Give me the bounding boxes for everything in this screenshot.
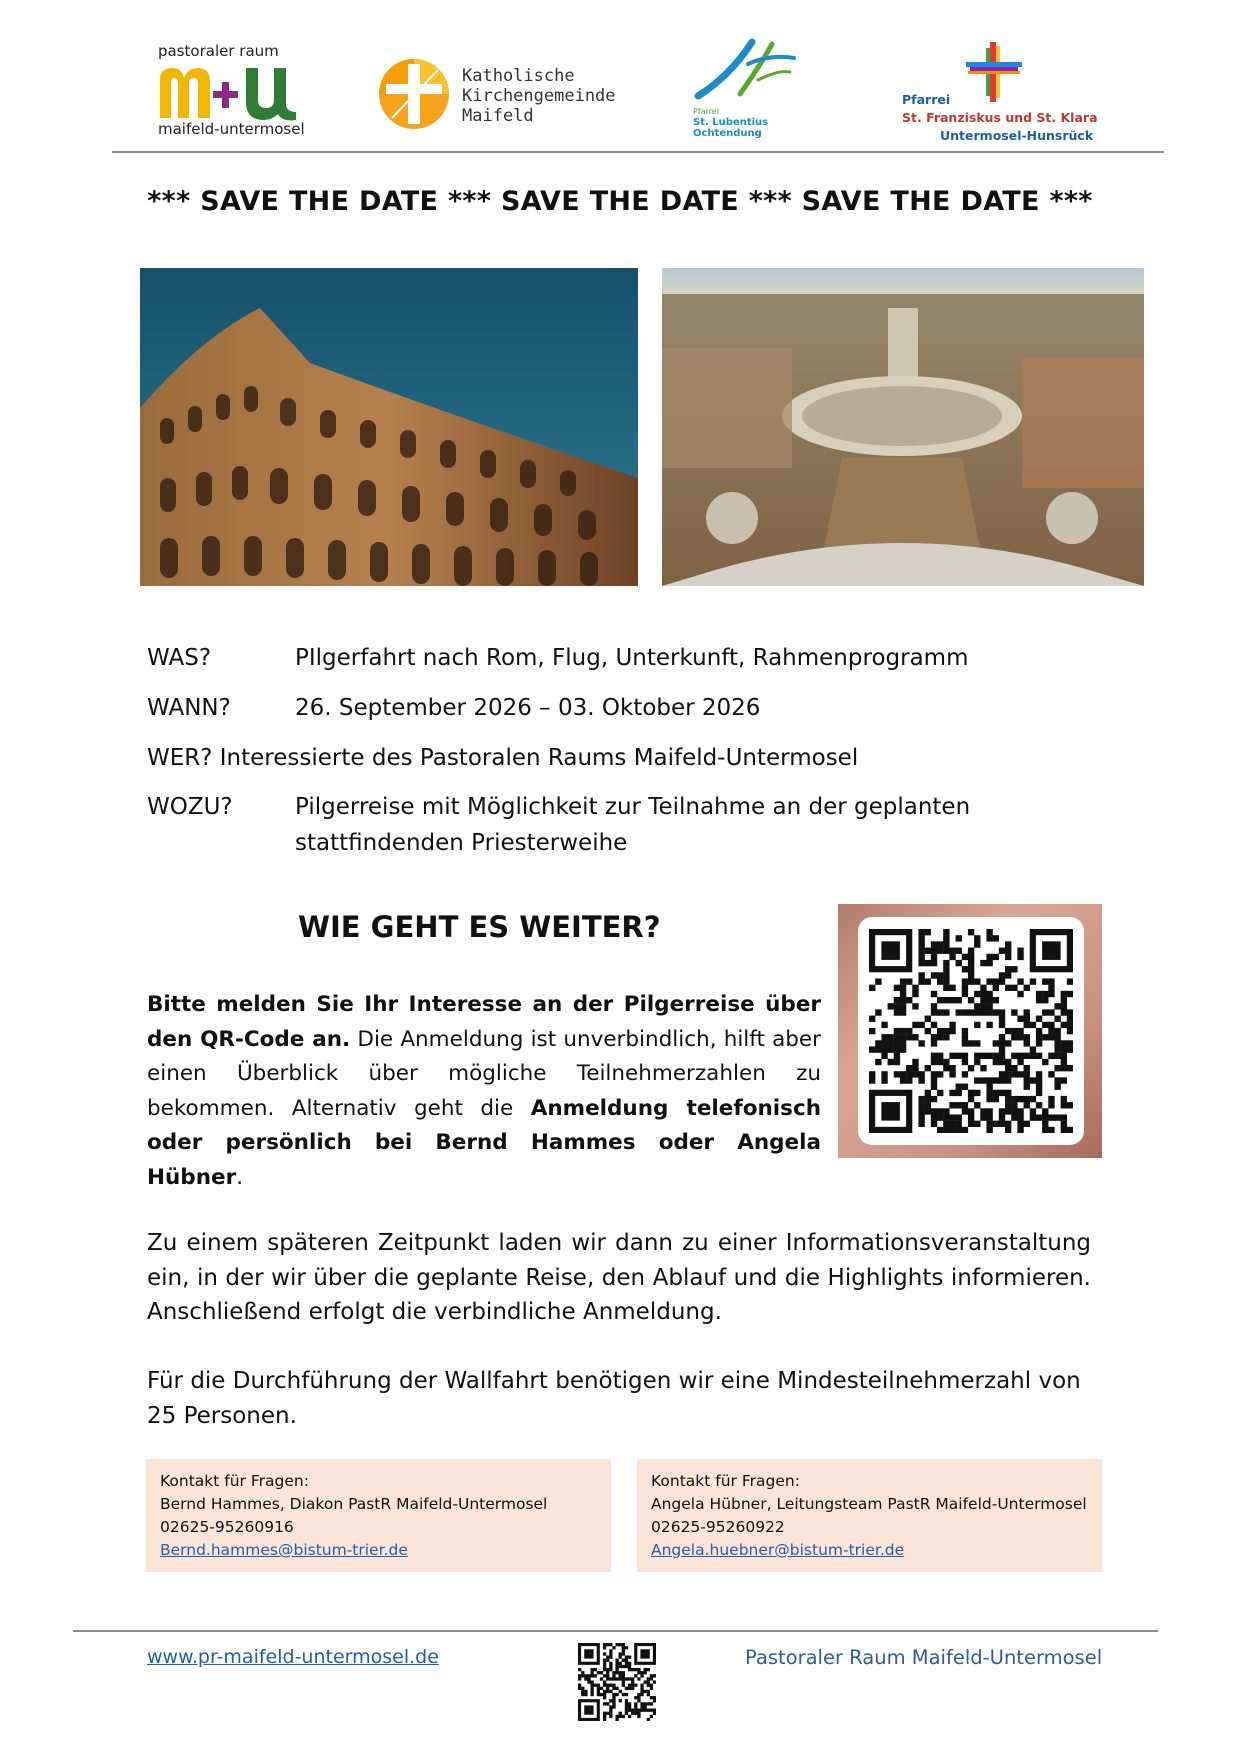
contact-email-link[interactable]: Bernd.hammes@bistum-trier.de [160, 1541, 408, 1559]
registration-qr-frame [838, 904, 1102, 1158]
footer-website-link[interactable]: www.pr-maifeld-untermosel.de [147, 1646, 439, 1668]
contact-title: Kontakt für Fragen: [160, 1472, 309, 1490]
registration-bold-1: Bitte melden Sie Ihr Interesse an der Pilgerreise über den QR-Code an. [147, 992, 821, 1052]
contact-box-huebner [637, 1459, 1102, 1572]
registration-bold-2: Anmeldung telefonisch oder persönlich bei Bernd Hammes oder Angela Hübner [147, 1095, 821, 1190]
kkm-logo-text [462, 66, 616, 126]
contact-email-link[interactable]: Angela.huebner@bistum-trier.de [651, 1541, 905, 1559]
footer-divider [73, 1630, 1158, 1632]
contact-title: Kontakt für Fragen: [651, 1472, 800, 1490]
registration-paragraph [147, 988, 821, 1195]
st-peters-square-photo [662, 268, 1144, 586]
kkm-line-2: Kirchengemeinde [462, 86, 616, 106]
was-value: PIlgerfahrt nach Rom, Flug, Unterkunft, Rahmenprogramm [295, 645, 969, 671]
klara-logo-text [902, 91, 1098, 145]
footer-organisation-name: Pastoraler Raum Maifeld-Untermosel [745, 1646, 1103, 1669]
contact-phone: 02625-95260916 [160, 1518, 294, 1536]
kkm-cross-icon [378, 58, 450, 130]
wozu-value [295, 789, 1015, 861]
registration-text-1: Die Anmeldung ist unverbindlich, hilft aber einen Überblick über mögliche Teilnehmerzahlen zu bekommen. Alternativ geht die [147, 1026, 821, 1121]
registration-qr-code-icon[interactable] [869, 929, 1073, 1133]
registration-qr-card[interactable] [858, 917, 1084, 1145]
contact-name: Bernd Hammes, Diakon PastR Maifeld-Untermosel [160, 1495, 548, 1513]
save-the-date-banner: *** SAVE THE DATE *** SAVE THE DATE *** SAVE THE DATE *** [147, 186, 1093, 217]
kkm-line-3: Maifeld [462, 106, 534, 126]
contact-phone: 02625-95260922 [651, 1518, 785, 1536]
wozu-value-line-2: stattfindenden Priesterweihe [295, 830, 628, 856]
klara-line-3: Untermosel-Hunsrück [940, 128, 1094, 143]
kkm-line-1: Katholische [462, 66, 575, 86]
lubentius-line-1: St. Lubentius [693, 117, 769, 128]
footer-qr-code-icon[interactable] [578, 1643, 656, 1721]
lubentius-pfarrei: Pfarrei [693, 107, 719, 116]
header-divider [112, 151, 1164, 153]
klara-line-1: Pfarrei [902, 92, 951, 107]
wozu-value-line-1: Pilgerreise mit Möglichkeit zur Teilnahme an der geplanten [295, 794, 971, 820]
wann-value: 26. September 2026 – 03. Oktober 2026 [295, 695, 761, 721]
wann-label: WANN? [147, 695, 231, 721]
minimum-participants-paragraph: Für die Durchführung der Wallfahrt benötigen wir eine Mindesteilnehmerzahl von 25 Personen. [147, 1368, 1081, 1429]
logo-mu-top-text: pastoraler raum [158, 42, 279, 60]
lubentius-line-2: Ochtendung [693, 128, 762, 139]
lubentius-logo-text [693, 106, 768, 139]
colosseum-photo [140, 268, 638, 586]
info-event-paragraph: Zu einem späteren Zeitpunkt laden wir dann zu einer Informationsveranstaltung ein, in der wir über die geplante Reise, den Ablauf und die Highlights informieren. Anschließend erfolgt die verbindliche Anmeldung. [147, 1230, 1091, 1325]
logo-mu-bottom-text: maifeld-untermosel [158, 120, 305, 138]
wozu-label: WOZU? [147, 794, 233, 820]
wer-line: WER? Interessierte des Pastoralen Raums Maifeld-Untermosel [147, 745, 859, 771]
next-steps-heading: WIE GEHT ES WEITER? [298, 910, 661, 944]
logo-mu-mark [156, 60, 306, 122]
contact-name: Angela Hübner, Leitungsteam PastR Maifeld-Untermosel [651, 1495, 1087, 1513]
contact-box-hammes [146, 1459, 611, 1572]
was-label: WAS? [147, 645, 212, 671]
registration-text-2: . [236, 1164, 244, 1190]
klara-line-2: St. Franziskus und St. Klara [902, 110, 1098, 125]
